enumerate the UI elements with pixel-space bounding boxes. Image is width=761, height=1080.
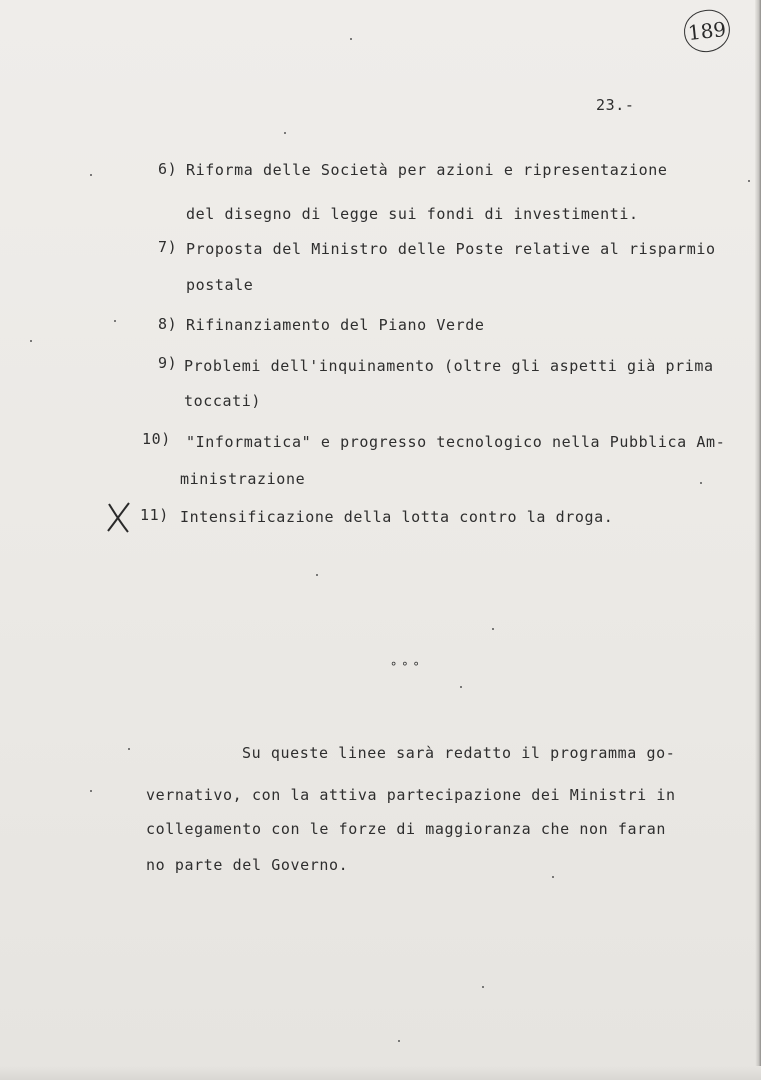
item-text-line: "Informatica" e progresso tecnologico nella Pubblica Am- bbox=[186, 433, 726, 451]
page-edge-right bbox=[755, 0, 761, 1080]
page-edge-bottom bbox=[0, 1066, 761, 1080]
scan-speck bbox=[114, 320, 116, 322]
item-number: 10) bbox=[142, 430, 171, 448]
item-text-line: Proposta del Ministro delle Poste relative al risparmio bbox=[186, 240, 716, 258]
scan-speck bbox=[284, 132, 286, 134]
item-number: 9) bbox=[158, 354, 178, 372]
paragraph-line: collegamento con le forze di maggioranza che non faran bbox=[146, 820, 667, 838]
scan-speck bbox=[700, 482, 702, 484]
paragraph-line: Su queste linee sarà redatto il programma go- bbox=[242, 744, 676, 762]
item-number: 7) bbox=[158, 238, 178, 256]
item-text-line: Problemi dell'inquinamento (oltre gli aspetti già prima bbox=[184, 357, 714, 375]
scan-speck bbox=[460, 686, 462, 688]
scan-speck bbox=[492, 628, 494, 630]
handwritten-x-mark bbox=[106, 500, 132, 534]
item-text-line: Intensificazione della lotta contro la droga. bbox=[180, 508, 614, 526]
page-number: 23.- bbox=[596, 96, 635, 114]
item-number: 11) bbox=[140, 506, 169, 524]
item-number: 8) bbox=[158, 315, 178, 333]
paragraph-line: no parte del Governo. bbox=[146, 856, 349, 874]
item-text-line: ministrazione bbox=[180, 470, 306, 488]
scan-speck bbox=[748, 180, 750, 182]
scan-speck bbox=[398, 1040, 400, 1042]
item-text-line: postale bbox=[186, 276, 254, 294]
scan-speck bbox=[350, 38, 352, 40]
item-number: 6) bbox=[158, 160, 178, 178]
item-text-line: Riforma delle Società per azioni e ripresentazione bbox=[186, 161, 668, 179]
separator-mark: °°° bbox=[390, 660, 424, 674]
scan-speck bbox=[90, 174, 92, 176]
scan-speck bbox=[30, 340, 32, 342]
scan-speck bbox=[552, 876, 554, 878]
item-text-line: Rifinanziamento del Piano Verde bbox=[186, 316, 485, 334]
stamp-number: 189 bbox=[686, 17, 728, 45]
scan-speck bbox=[482, 986, 484, 988]
scan-speck bbox=[316, 574, 318, 576]
archive-stamp bbox=[682, 8, 732, 55]
scan-speck bbox=[90, 790, 92, 792]
paragraph-line: vernativo, con la attiva partecipazione dei Ministri in bbox=[146, 786, 676, 804]
scan-speck bbox=[128, 748, 130, 750]
item-text-line: del disegno di legge sui fondi di investimenti. bbox=[186, 205, 639, 223]
item-text-line: toccati) bbox=[184, 392, 262, 410]
